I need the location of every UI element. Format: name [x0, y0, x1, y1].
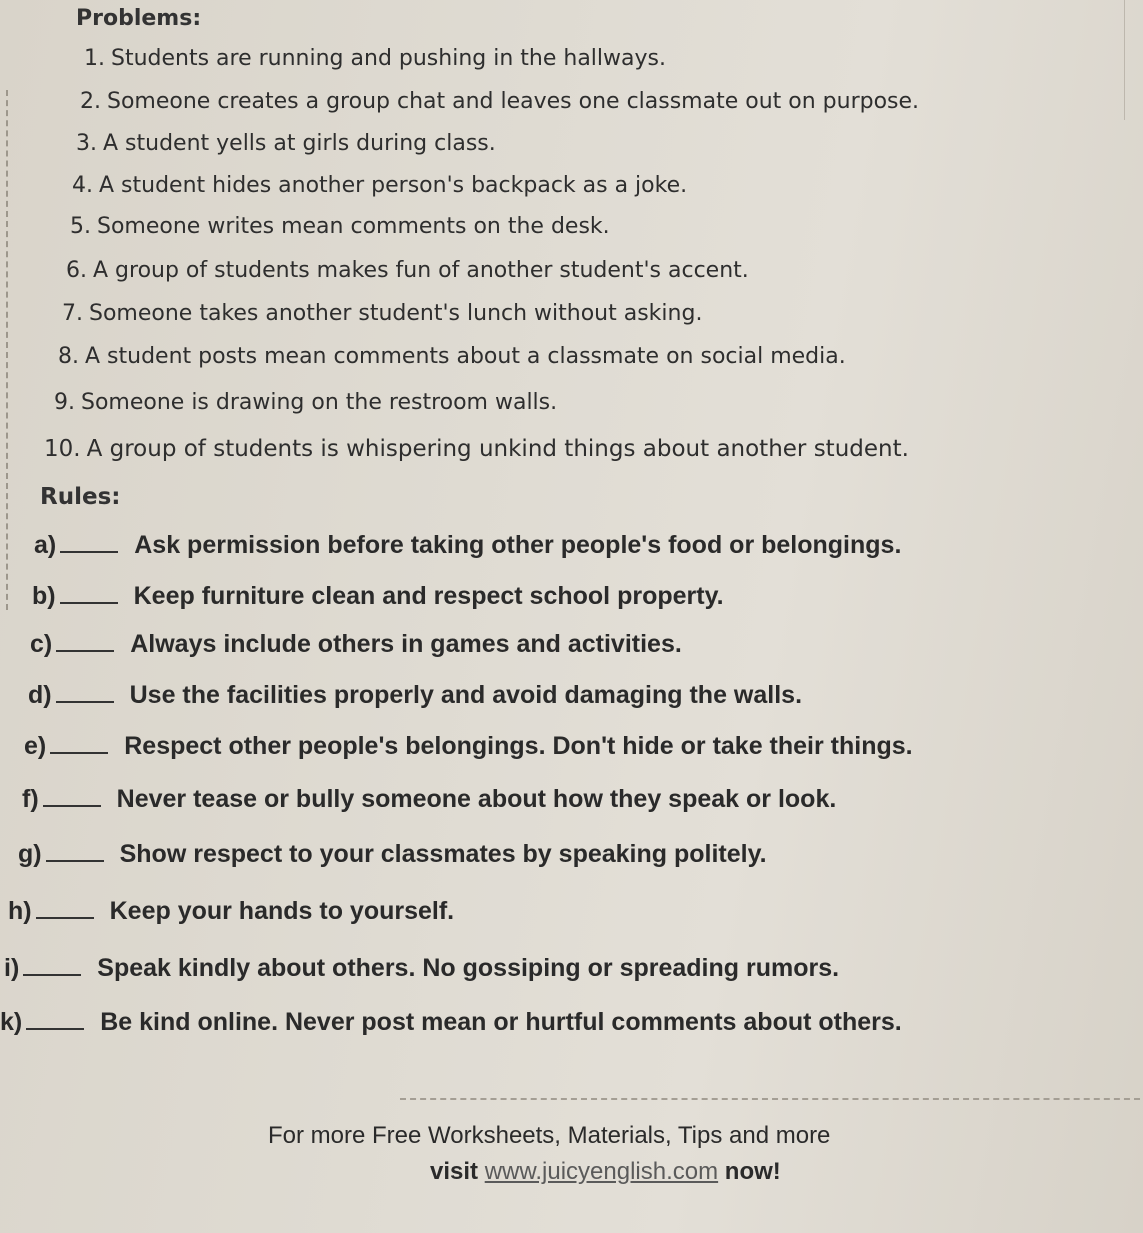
problem-item: 6. A group of students makes fun of another student's accent. — [66, 258, 749, 283]
footer-divider — [400, 1098, 1140, 1100]
footer-line-1: For more Free Worksheets, Materials, Tips and more — [268, 1122, 831, 1149]
problem-item: 2. Someone creates a group chat and leaves one classmate out on purpose. — [80, 89, 920, 114]
problem-item: 10. A group of students is whispering unkind things about another student. — [44, 436, 909, 462]
problem-item: 5. Someone writes mean comments on the desk. — [70, 214, 610, 239]
rule-item: h) Keep your hands to yourself. — [8, 897, 455, 925]
footer-line-2: visit www.juicyenglish.com now! — [430, 1158, 781, 1185]
answer-blank[interactable] — [56, 681, 114, 703]
rule-item: i) Speak kindly about others. No gossiping or spreading rumors. — [4, 954, 840, 982]
answer-blank[interactable] — [60, 582, 118, 604]
rule-item: f) Never tease or bully someone about how they speak or look. — [22, 785, 837, 813]
problem-item: 4. A student hides another person's backpack as a joke. — [72, 173, 688, 198]
rule-item: k) Be kind online. Never post mean or hurtful comments about others. — [0, 1008, 902, 1036]
rule-item: a) Ask permission before taking other people's food or belongings. — [34, 531, 902, 559]
website-link[interactable]: www.juicyenglish.com — [484, 1158, 719, 1185]
page-edge-line — [1124, 0, 1125, 120]
rule-item: e) Respect other people's belongings. Don't hide or take their things. — [24, 732, 913, 760]
rule-item: b) Keep furniture clean and respect school property. — [32, 582, 724, 610]
problems-heading: Problems: — [76, 6, 202, 31]
answer-blank[interactable] — [23, 954, 81, 976]
rules-heading: Rules: — [40, 484, 121, 510]
problem-item: 8. A student posts mean comments about a classmate on social media. — [58, 344, 846, 369]
problem-item: 3. A student yells at girls during class. — [76, 131, 496, 156]
answer-blank[interactable] — [50, 732, 108, 754]
answer-blank[interactable] — [43, 785, 101, 807]
rule-item: c) Always include others in games and activities. — [30, 630, 682, 658]
problem-item: 1. Students are running and pushing in the hallways. — [84, 46, 666, 71]
rule-item: g) Show respect to your classmates by speaking politely. — [18, 840, 767, 868]
answer-blank[interactable] — [56, 630, 114, 652]
answer-blank[interactable] — [26, 1008, 84, 1030]
dashed-margin-line — [6, 90, 8, 610]
problem-item: 9. Someone is drawing on the restroom walls. — [54, 390, 558, 415]
rule-item: d) Use the facilities properly and avoid damaging the walls. — [28, 681, 803, 709]
answer-blank[interactable] — [36, 897, 94, 919]
answer-blank[interactable] — [46, 840, 104, 862]
answer-blank[interactable] — [60, 531, 118, 553]
problem-item: 7. Someone takes another student's lunch without asking. — [62, 301, 703, 326]
